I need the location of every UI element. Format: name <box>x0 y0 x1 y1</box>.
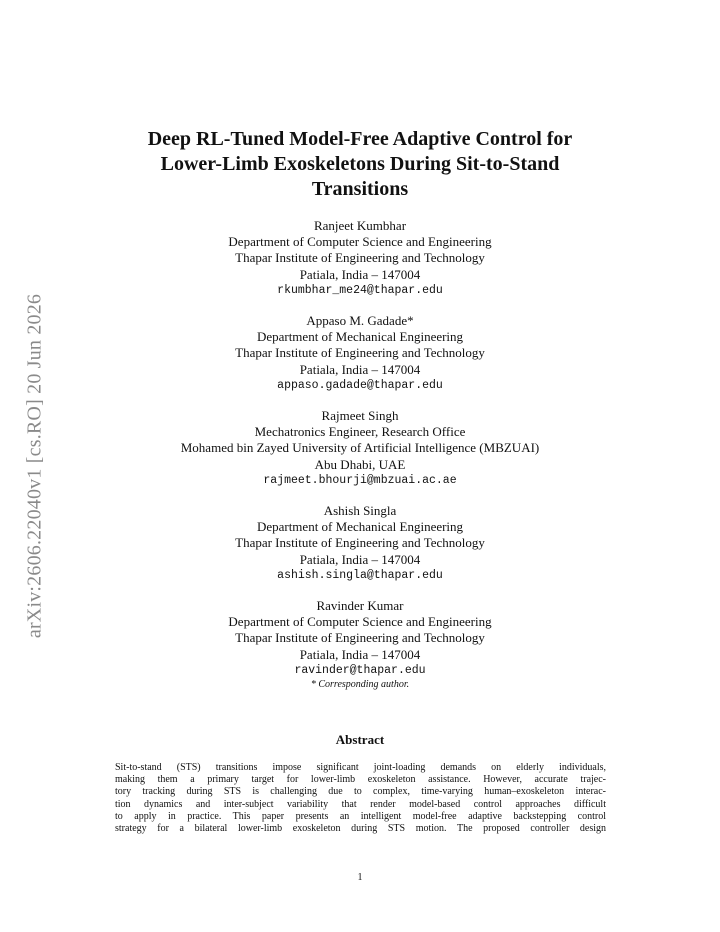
author-affiliation-line: Thapar Institute of Engineering and Technology <box>235 250 485 266</box>
author-block <box>0 408 720 489</box>
abstract-line: tion dynamics and inter-subject variability that render model-based control approaches difficult <box>115 798 606 810</box>
arxiv-identifier-stamp: arXiv:2606.22040v1 [cs.RO] 20 Jun 2026 <box>23 293 46 639</box>
author-name: Ashish Singla <box>323 503 397 519</box>
author-affiliation-line: Patiala, India – 147004 <box>299 551 421 567</box>
author-affiliation-line: Abu Dhabi, UAE <box>314 456 406 472</box>
author-list <box>0 218 720 705</box>
author-name: Ravinder Kumar <box>316 598 404 614</box>
author-affiliation-line: Department of Mechanical Engineering <box>256 519 464 535</box>
abstract-line: Sit-to-stand (STS) transitions impose significant joint-loading demands on elderly individuals, <box>115 762 606 773</box>
title-line: Lower-Limb Exoskeletons During Sit-to-Stand <box>160 153 560 175</box>
abstract-line: tory tracking during STS is challenging due to complex, time-varying human–exoskeleton interac- <box>115 786 606 798</box>
author-email: appaso.gadade@thapar.edu <box>277 378 443 392</box>
author-affiliation-line: Department of Computer Science and Engineering <box>228 234 492 250</box>
author-affiliation-line: Patiala, India – 147004 <box>299 266 421 282</box>
author-block <box>0 218 720 299</box>
author-name: Appaso M. Gadade* <box>306 313 414 329</box>
author-affiliation-line: Thapar Institute of Engineering and Technology <box>235 630 485 646</box>
author-affiliation-line: Patiala, India – 147004 <box>299 646 421 662</box>
author-name: Rajmeet Singh <box>321 408 399 424</box>
author-email: rajmeet.bhourji@mbzuai.ac.ae <box>263 473 457 487</box>
paper-title <box>0 127 720 202</box>
abstract-text <box>115 762 606 835</box>
title-line: Transitions <box>311 178 409 200</box>
author-affiliation-line: Department of Mechanical Engineering <box>256 329 464 345</box>
author-affiliation-line: Mechatronics Engineer, Research Office <box>254 424 466 440</box>
author-affiliation-line: Patiala, India – 147004 <box>299 361 421 377</box>
author-block <box>0 313 720 394</box>
author-email: ashish.singla@thapar.edu <box>277 568 443 582</box>
author-affiliation-line: Department of Computer Science and Engineering <box>228 614 492 630</box>
abstract-line: strategy for a bilateral lower-limb exoskeleton during STS motion. The proposed controller design <box>115 823 606 835</box>
abstract-line: making them a primary target for lower-limb exoskeleton assistance. However, accurate trajec- <box>115 774 606 786</box>
author-email: rkumbhar_me24@thapar.edu <box>277 283 443 297</box>
abstract-line: to apply in practice. This paper presents an intelligent model-free adaptive backstepping control <box>115 810 606 822</box>
author-name: Ranjeet Kumbhar <box>313 218 407 233</box>
corresponding-author-note: * Corresponding author. <box>310 679 410 691</box>
author-affiliation-line: Thapar Institute of Engineering and Technology <box>235 345 485 361</box>
title-line: Deep RL-Tuned Model-Free Adaptive Control for <box>147 128 573 150</box>
author-email: ravinder@thapar.edu <box>294 663 426 677</box>
author-affiliation-line: Mohamed bin Zayed University of Artificial Intelligence (MBZUAI) <box>180 440 540 456</box>
author-block <box>0 503 720 584</box>
abstract-heading: Abstract <box>335 732 385 747</box>
author-affiliation-line: Thapar Institute of Engineering and Technology <box>235 535 485 551</box>
page-number: 1 <box>357 872 363 883</box>
author-block <box>0 598 720 691</box>
